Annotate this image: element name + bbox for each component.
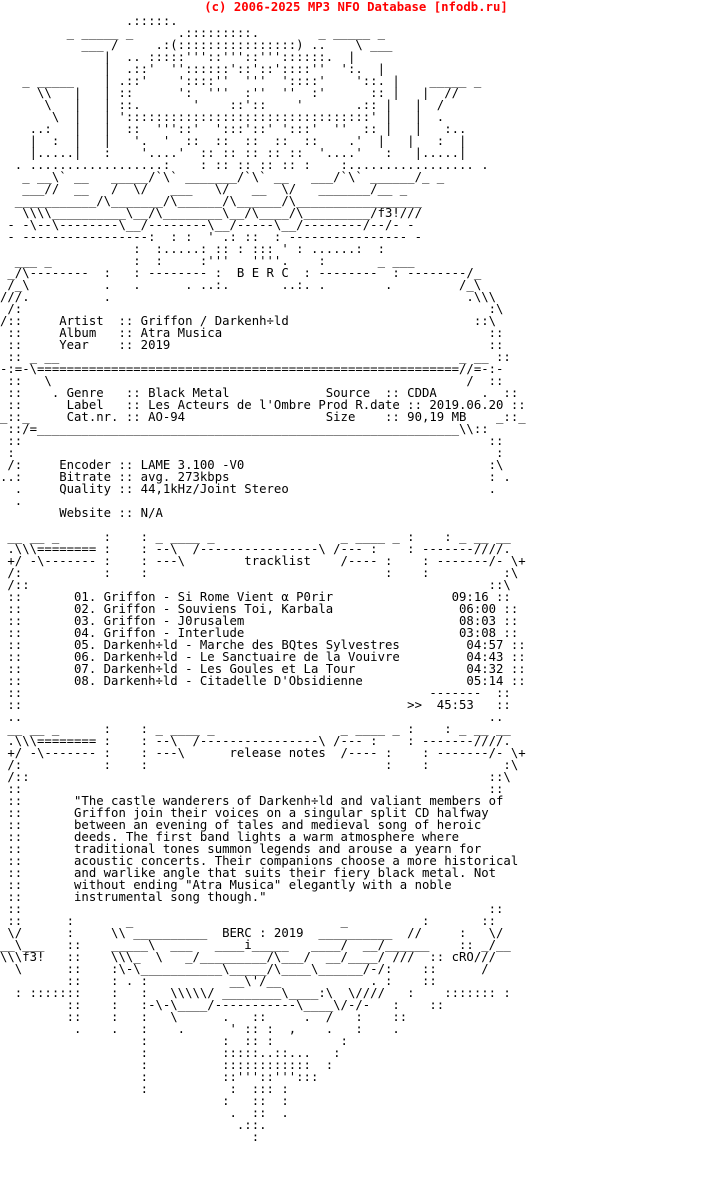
nfo-line: : :.....: :: : ::: ' : ......: : bbox=[0, 242, 385, 256]
nfo-line: __ __ _ : : _ ____ _ _ ____ _ : : _ __ __ bbox=[0, 530, 511, 544]
nfo-line: :: 02. Griffon - Souviens Toi, Karbala 06:00 :: bbox=[0, 602, 519, 616]
nfo-line: :: 04. Griffon - Interlude 03:08 :: bbox=[0, 626, 519, 640]
nfo-line: :: acoustic concerts. Their companions choose a more historical bbox=[0, 854, 519, 868]
nfo-line: \ | | ':::::::::::::::::::::::::::::::::' | | . bbox=[0, 110, 445, 124]
nfo-line: -:=-\=========================================================//=-:- bbox=[0, 362, 504, 376]
nfo-line: |.....| : '....' :: :: :: :: :: '....' : |.....| bbox=[0, 146, 467, 160]
nfo-line: :: deeds. The first band lights a warm atmosphere where bbox=[0, 830, 460, 844]
nfo-line: :: 07. Darkenh÷ld - Les Goules et La Tour 04:32 :: bbox=[0, 662, 526, 676]
nfo-line: :: : . : __\'/__ . : :: bbox=[0, 974, 437, 988]
nfo-line: .\\\======== : : --\ /----------------\ /--- : : -------////. bbox=[0, 734, 511, 748]
nfo-line: :: instrumental song though." bbox=[0, 890, 267, 904]
nfo-line: \/ : \\ __________ BERC : 2019 __________ // : \/ bbox=[0, 926, 504, 940]
nfo-line: ___ / .:(::::::::::::::::) .. \ ___ bbox=[0, 38, 393, 52]
nfo-line: .::. bbox=[0, 1118, 267, 1132]
nfo-line: :: "The castle wanderers of Darkenh÷ld and valiant members of bbox=[0, 794, 504, 808]
nfo-line: /:: Artist :: Griffon / Darkenh÷ld ::\ bbox=[0, 314, 497, 328]
nfo-ascii-art-document bbox=[0, 15, 712, 1143]
nfo-line: : :::::..::... : bbox=[0, 1046, 341, 1060]
nfo-line: : ::::::: : : \\\\\/ ________\____:\ \//// : ::::::: : bbox=[0, 986, 511, 1000]
nfo-line: _::_ Cat.nr. :: AO-94 Size :: 90,19 MB _::_ bbox=[0, 410, 526, 424]
nfo-line: \ | | ::. ' ::':: ' .:: | | / bbox=[0, 98, 445, 112]
nfo-line: _ _____ _ .:::::::::. _ _____ _ bbox=[0, 26, 385, 40]
nfo-line: +/ -\------- : : ---\ release notes /---- : : -------/- \+ bbox=[0, 746, 526, 760]
nfo-line: :: Album :: Atra Musica :: bbox=[0, 326, 504, 340]
nfo-line: ___________/\_______/\______/\______/\_________________ bbox=[0, 194, 422, 208]
nfo-line: _/\-------- : : -------- : B E R C : -------- : --------/_ bbox=[0, 266, 482, 280]
nfo-line: . bbox=[0, 494, 23, 508]
nfo-line: | : | | '. ' :: :: :: :: :: .' | | : | bbox=[0, 134, 467, 148]
nfo-line: :: and warlike angle that suits their fiery black metal. Not bbox=[0, 866, 497, 880]
nfo-line: :: Griffon join their voices on a singular split CD halfway bbox=[0, 806, 489, 820]
nfo-line: :: >> 45:53 :: bbox=[0, 698, 511, 712]
nfo-line: :: : _ _ : :: bbox=[0, 914, 497, 928]
nfo-line: Website :: N/A bbox=[0, 506, 163, 520]
nfo-line: :: 06. Darkenh÷ld - Le Sanctuaire de la Vouivre 04:43 :: bbox=[0, 650, 526, 664]
nfo-line: \ :: :\-\___________\_____/\____\______/-/: :: / bbox=[0, 962, 489, 976]
nfo-line: /:: ::\ bbox=[0, 770, 511, 784]
nfo-line: :: _ __ _ __ :: bbox=[0, 350, 511, 364]
nfo-line: | .. :::::'''::'''::'''::::::. | bbox=[0, 50, 356, 64]
nfo-line: . . : . ' :: : , . : . bbox=[0, 1022, 400, 1036]
nfo-line: ___ _ : : :''' ''''. : _ ___ bbox=[0, 254, 415, 268]
nfo-line: :: :: bbox=[0, 434, 504, 448]
nfo-line: /: Encoder :: LAME 3.100 -V0 :\ bbox=[0, 458, 504, 472]
nfo-line: \\\\__________\__/\________\__/\____/\_________/f3!/// bbox=[0, 206, 422, 220]
nfo-line: :: Year :: 2019 :: bbox=[0, 338, 504, 352]
nfo-line: : : bbox=[0, 446, 504, 460]
nfo-line: ..: | | :: '''::' ':::'::' ':::' '' :: | | :.. bbox=[0, 122, 467, 136]
nfo-line: :: 08. Darkenh÷ld - Citadelle D'Obsidienne 05:14 :: bbox=[0, 674, 526, 688]
nfo-line: /_\ . . . ..:. ..:. . . /_\ bbox=[0, 278, 482, 292]
nfo-line: +/ -\------- : : ---\ tracklist /---- : : -------/- \+ bbox=[0, 554, 526, 568]
nfo-line: __ __ _ : : _ ____ _ _ ____ _ : : _ __ __ bbox=[0, 722, 511, 736]
nfo-line: ___// __ / \/ ___ \/ __ \/ _______/__ _ bbox=[0, 182, 408, 196]
nfo-line: .. .. bbox=[0, 710, 504, 724]
nfo-line: ::/=_________________________________________________________\\:: bbox=[0, 422, 489, 436]
nfo-line: /: : : : : :\ bbox=[0, 758, 519, 772]
nfo-line: . ..................: : :: :: :: :: : :................. . bbox=[0, 158, 489, 172]
nfo-line: .:::::. bbox=[0, 14, 178, 28]
nfo-line: /: :\ bbox=[0, 302, 504, 316]
nfo-line: \\ | | :: ': ''' :'' '' :' :: | | // bbox=[0, 86, 460, 100]
nfo-line: :: traditional tones summon legends and arouse a yearn for bbox=[0, 842, 482, 856]
nfo-line: :: 01. Griffon - Si Rome Vient α P0rir 09:16 :: bbox=[0, 590, 511, 604]
nfo-line: :: :: bbox=[0, 902, 504, 916]
nfo-line: :: . Genre :: Black Metal Source :: CDDA . :: bbox=[0, 386, 519, 400]
nfo-line: - -\--\--------\__/--------\__/-----\__/--------/--/- - bbox=[0, 218, 415, 232]
nfo-line: : bbox=[0, 1130, 260, 1144]
nfo-line: :: 05. Darkenh÷ld - Marche des BQtes Sylvestres 04:57 :: bbox=[0, 638, 526, 652]
nfo-line: /:: ::\ bbox=[0, 578, 511, 592]
nfo-line: _ __\` __ _____/`\` _______/`\` __ ___/`\` ______/_ _ bbox=[0, 170, 445, 184]
nfo-line: __\___ :: _____\ ___ ____i_____ ____/ __/______ :: _/__ bbox=[0, 938, 511, 952]
nfo-line: | .::' ''::::::'::'::'::::'' ':. | bbox=[0, 62, 385, 76]
nfo-line: :: between an evening of tales and medieval song of heroic bbox=[0, 818, 482, 832]
nfo-line: ///. . .\\\ bbox=[0, 290, 497, 304]
nfo-line: . :: . bbox=[0, 1106, 289, 1120]
nfo-line: : : ::: : bbox=[0, 1082, 289, 1096]
nfo-database-header: (c) 2006-2025 MP3 NFO Database [nfodb.ru] bbox=[204, 0, 508, 14]
nfo-line: :: :: bbox=[0, 782, 504, 796]
nfo-line: .\\\======== : : --\ /----------------\ /--- : : -------////. bbox=[0, 542, 511, 556]
nfo-line: : ::'''::'''::: bbox=[0, 1070, 319, 1084]
nfo-line: ..: Bitrate :: avg. 273kbps : . bbox=[0, 470, 511, 484]
nfo-line: . Quality :: 44,1kHz/Joint Stereo . bbox=[0, 482, 497, 496]
nfo-line: :: without ending "Atra Musica" elegantly with a noble bbox=[0, 878, 452, 892]
nfo-line: :: : :-\-\____/-----------\____\/-/- : :: bbox=[0, 998, 445, 1012]
nfo-line: :: ------- :: bbox=[0, 686, 511, 700]
nfo-line: - -----------------: : : ' .: :: : ---------------- - bbox=[0, 230, 422, 244]
nfo-line: /: : : : : :\ bbox=[0, 566, 519, 580]
nfo-line: \\\f3! :: \\\_ \ _/_________/\___/ __/____/ /// :: cRO/// bbox=[0, 950, 497, 964]
nfo-line: _ _____ | .::' '::::'' ''' '::::' '::. | _____ _ bbox=[0, 74, 482, 88]
nfo-line: :: \ / :: bbox=[0, 374, 504, 388]
nfo-line: :: Label :: Les Acteurs de l'Ombre Prod R.date :: 2019.06.20 :: bbox=[0, 398, 526, 412]
nfo-line: :: : : \ . :: . / : :: bbox=[0, 1010, 408, 1024]
nfo-line: : :: : bbox=[0, 1094, 289, 1108]
nfo-line: :: 03. Griffon - J0rusalem 08:03 :: bbox=[0, 614, 519, 628]
nfo-line: : :::::::::::: : bbox=[0, 1058, 334, 1072]
nfo-line: : : :: : : bbox=[0, 1034, 348, 1048]
